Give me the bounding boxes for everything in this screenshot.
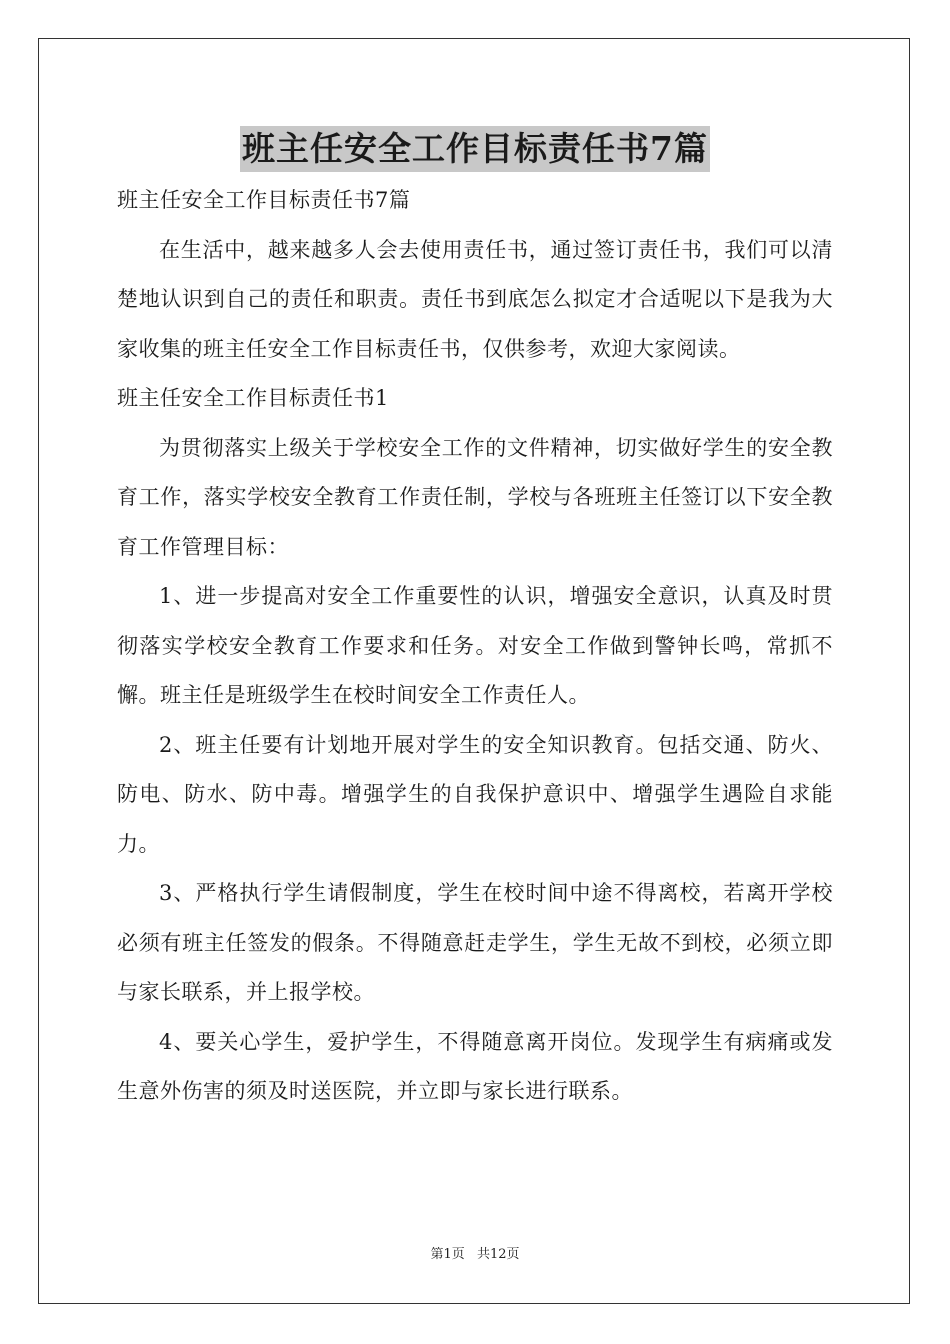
- list-item-1: 1、进一步提高对安全工作重要性的认识，增强安全意识，认真及时贯彻落实学校安全教育工作要求和任务。对安全工作做到警钟长鸣，常抓不懈。班主任是班级学生在校时间安全工作责任人。: [117, 584, 833, 707]
- document-body: [117, 176, 833, 1117]
- list-item-2: 2、班主任要有计划地开展对学生的安全知识教育。包括交通、防火、防电、防水、防中毒。增强学生的自我保护意识中、增强学生遇险自求能力。: [117, 732, 833, 856]
- page-total: 共12页: [476, 1247, 520, 1262]
- page-number: 第1页: [430, 1247, 465, 1262]
- section-heading: 班主任安全工作目标责任书1: [117, 386, 389, 410]
- paragraph-purpose: 为贯彻落实上级关于学校安全工作的文件精神，切实做好学生的安全教育工作，落实学校安全教育工作责任制，学校与各班班主任签订以下安全教育工作管理目标：: [117, 435, 833, 559]
- document-title: 班主任安全工作目标责任书7篇: [240, 126, 710, 172]
- page-footer: [0, 1243, 950, 1262]
- list-item-4: 4、要关心学生，爱护学生，不得随意离开岗位。发现学生有病痛或发生意外伤害的须及时送医院，并立即与家长进行联系。: [117, 1029, 833, 1103]
- paragraph-intro: 在生活中，越来越多人会去使用责任书，通过签订责任书，我们可以清楚地认识到自己的责任和职责。责任书到底怎么拟定才合适呢以下是我为大家收集的班主任安全工作目标责任书，仅供参考，欢迎大家阅读。: [117, 237, 833, 361]
- title-wrap: [0, 126, 950, 172]
- list-item-3: 3、严格执行学生请假制度，学生在校时间中途不得离校，若离开学校必须有班主任签发的假条。不得随意赶走学生，学生无故不到校，必须立即与家长联系，并上报学校。: [117, 881, 833, 1004]
- paragraph-subtitle: 班主任安全工作目标责任书7篇: [117, 188, 411, 212]
